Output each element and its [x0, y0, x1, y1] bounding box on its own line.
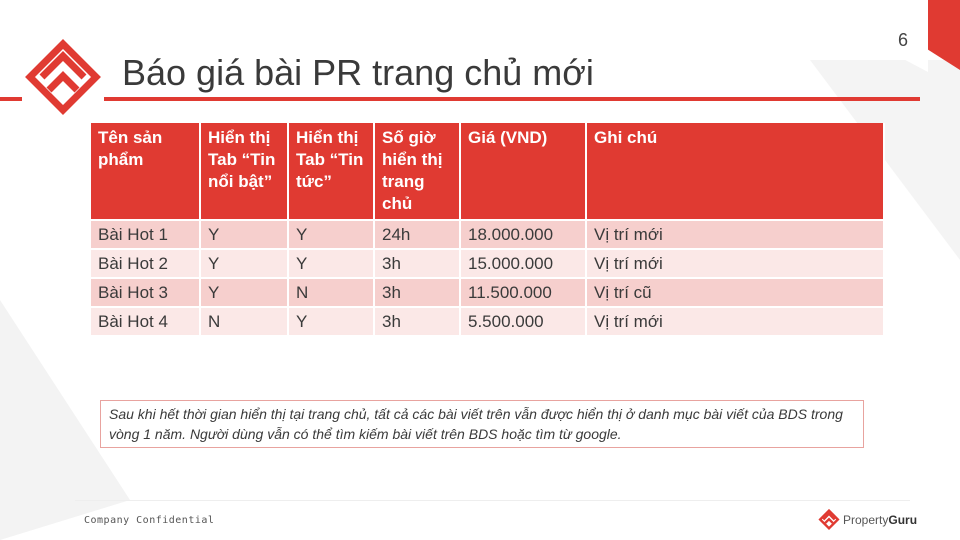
brand-name-suffix: Guru [888, 513, 918, 527]
table-row [91, 307, 884, 335]
cell-featured-tab: Y [200, 249, 288, 278]
cell-hours: 3h [374, 278, 460, 307]
brand-name [843, 513, 917, 527]
cell-news-tab: Y [288, 220, 374, 249]
cell-hours: 3h [374, 249, 460, 278]
cell-price: 18.000.000 [460, 220, 586, 249]
cell-product: Bài Hot 1 [91, 220, 200, 249]
cell-product: Bài Hot 3 [91, 278, 200, 307]
cell-news-tab: Y [288, 249, 374, 278]
page-title: Báo giá bài PR trang chủ mới [122, 52, 594, 93]
cell-price: 15.000.000 [460, 249, 586, 278]
cell-featured-tab: N [200, 307, 288, 335]
table-header-row [91, 123, 884, 220]
cell-note: Vị trí cũ [586, 278, 884, 307]
column-header-featured-tab: Hiển thị Tab “Tin nổi bật” [200, 123, 288, 220]
cell-news-tab: Y [288, 307, 374, 335]
company-confidential-label: Company Confidential [84, 515, 215, 526]
title-underline [0, 97, 920, 101]
column-header-product: Tên sản phẩm [91, 123, 200, 220]
cell-price: 5.500.000 [460, 307, 586, 335]
cell-note: Vị trí mới [586, 249, 884, 278]
propertyguru-small-icon [818, 509, 840, 531]
table-row [91, 278, 884, 307]
note-box: Sau khi hết thời gian hiển thị tại trang chủ, tất cả các bài viết trên vẫn được hiển thị ở danh mục bài viết của BDS trong vòng 1 năm. Người dùng vẫn có thể tìm kiếm bài viết trên BDS hoặc tìm từ google. [100, 400, 864, 448]
column-header-hours: Số giờ hiển thị trang chủ [374, 123, 460, 220]
column-header-price: Giá (VND) [460, 123, 586, 220]
table-row [91, 220, 884, 249]
cell-hours: 24h [374, 220, 460, 249]
footer-divider [75, 500, 910, 501]
cell-note: Vị trí mới [586, 220, 884, 249]
table-row [91, 249, 884, 278]
propertyguru-logo-icon [22, 38, 104, 120]
price-table [91, 123, 885, 335]
cell-product: Bài Hot 4 [91, 307, 200, 335]
cell-product: Bài Hot 2 [91, 249, 200, 278]
page-number: 6 [897, 30, 908, 50]
footer-brand-logo [818, 508, 917, 532]
column-header-news-tab: Hiển thị Tab “Tin tức” [288, 123, 374, 220]
cell-featured-tab: Y [200, 278, 288, 307]
cell-featured-tab: Y [200, 220, 288, 249]
cell-hours: 3h [374, 307, 460, 335]
cell-news-tab: N [288, 278, 374, 307]
column-header-note: Ghi chú [586, 123, 884, 220]
brand-name-prefix: Property [843, 513, 889, 527]
cell-price: 11.500.000 [460, 278, 586, 307]
cell-note: Vị trí mới [586, 307, 884, 335]
